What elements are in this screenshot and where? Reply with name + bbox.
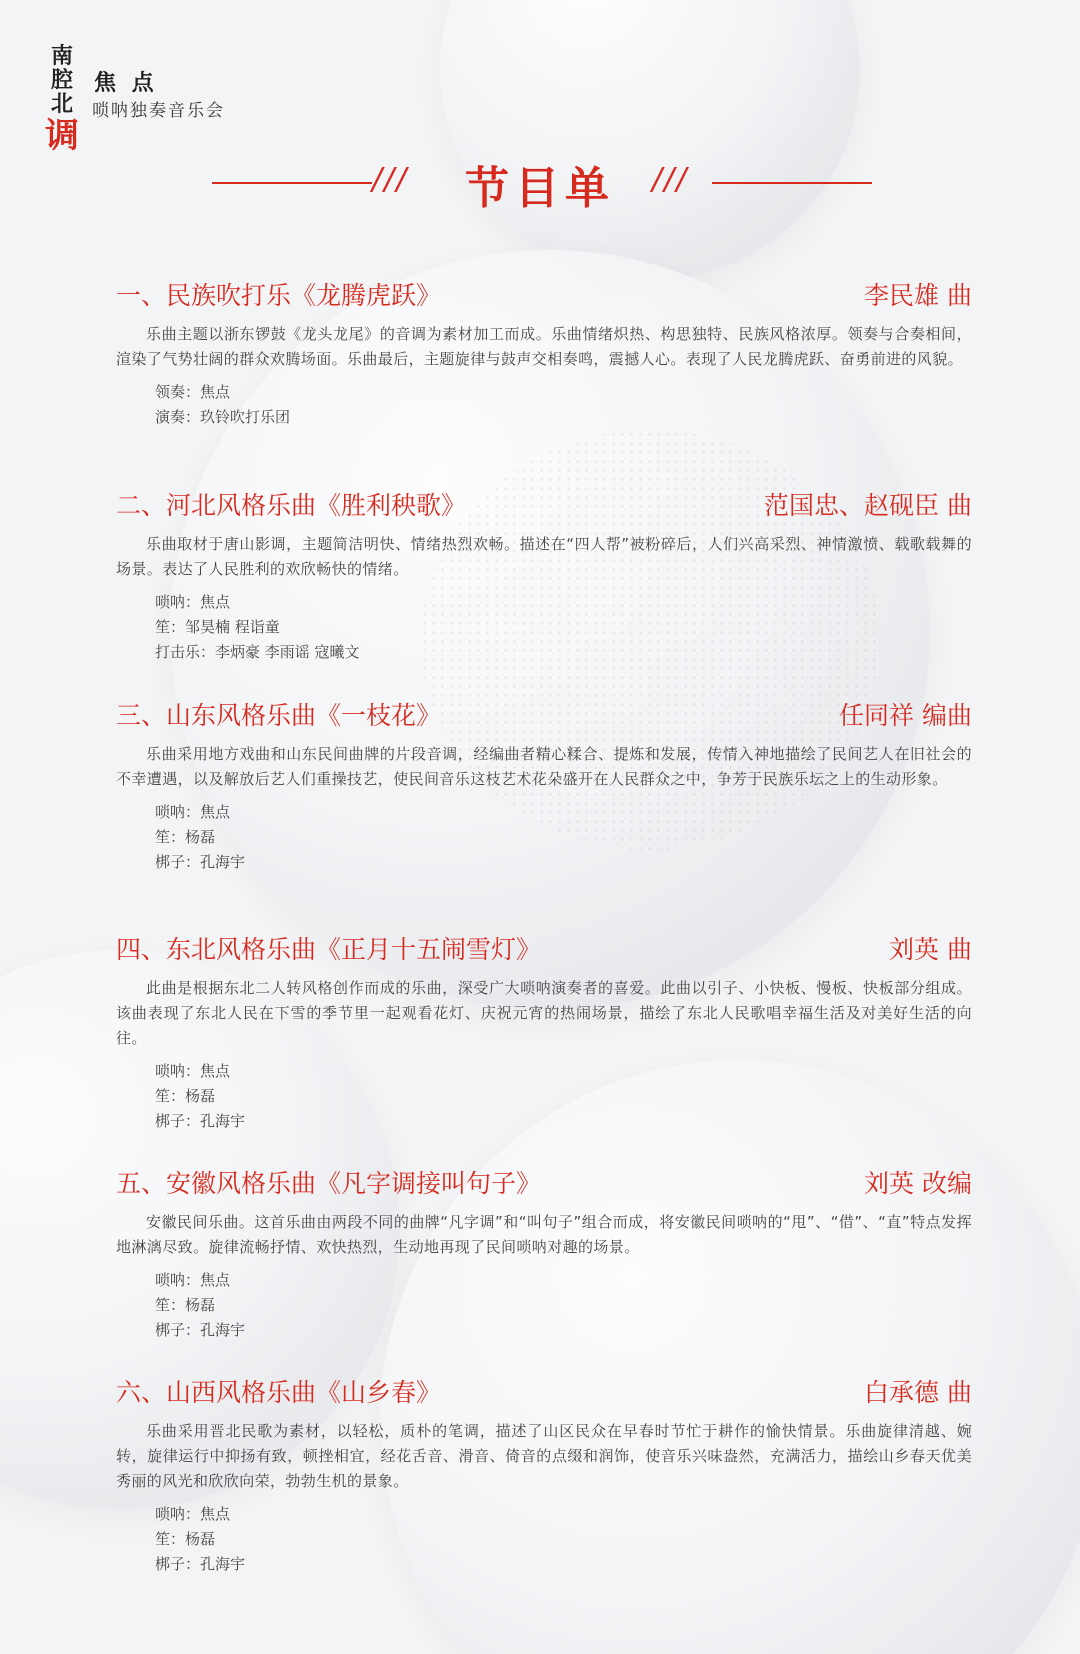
performer-line: 笙：杨磊 xyxy=(155,1087,216,1105)
program-title: 六、山西风格乐曲《山乡春》 xyxy=(116,1378,442,1407)
program-description: 乐曲采用晋北民歌为素材，以轻松，质朴的笔调，描述了山区民众在早春时节忙于耕作的愉快情景。乐曲旋律清越、婉转，旋律运行中抑扬有致，顿挫相宜，经花舌音、滑音、倚音的点缀和润饰，使音乐兴味盎然，充满活力，描绘山乡春天优美秀丽的风光和欣欣向荣，勃勃生机的景象。 xyxy=(116,1422,972,1490)
program-description: 此曲是根据东北二人转风格创作而成的乐曲，深受广大唢呐演奏者的喜爱。此曲以引子、小快板、慢板、快板部分组成。该曲表现了东北人民在下雪的季节里一起观看花灯、庆祝元宵的热闹场景，描绘了东北人民歌唱幸福生活及对美好生活的向往。 xyxy=(116,979,972,1047)
performer-line: 演奏：玖铃吹打乐团 xyxy=(155,408,291,426)
program-item xyxy=(116,696,972,875)
performer-line: 唢呐：焦点 xyxy=(155,593,231,611)
performer-line: 笙：杨磊 xyxy=(155,828,216,846)
program-performers xyxy=(116,590,972,665)
page-title: 节目单 xyxy=(465,163,615,214)
logo-char: 腔 xyxy=(50,67,73,93)
performer-line: 笙：杨磊 xyxy=(155,1296,216,1314)
performer-line: 梆子：孔海宇 xyxy=(155,853,246,871)
program-performers xyxy=(116,1502,972,1577)
program-composer: 任同祥 编曲 xyxy=(839,701,972,730)
program-performers xyxy=(116,1268,972,1343)
performer-line: 梆子：孔海宇 xyxy=(155,1321,246,1339)
program-description: 安徽民间乐曲。这首乐曲由两段不同的曲牌“凡字调”和“叫句子”组合而成，将安徽民间唢呐的“甩”、“借”、“直”特点发挥地淋漓尽致。旋律流畅抒情、欢快热烈，生动地再现了民间唢呐对趣的场景。 xyxy=(116,1213,972,1256)
logo-char: 南 xyxy=(50,43,73,69)
performer-line: 唢呐：焦点 xyxy=(155,1062,231,1080)
program-item xyxy=(116,486,972,665)
performer-line: 打击乐：李炳豪 李雨谣 寇曦文 xyxy=(155,643,360,661)
program-composer: 刘英 曲 xyxy=(889,935,972,964)
program-title: 二、河北风格乐曲《胜利秧歌》 xyxy=(116,491,467,520)
program-description: 乐曲采用地方戏曲和山东民间曲牌的片段音调，经编曲者精心糅合、提炼和发展，传情入神地描绘了民间艺人在旧社会的不幸遭遇，以及解放后艺人们重操技艺，使民间音乐这枝艺术花朵盛开在人民群众之中，争芳于民族乐坛之上的生动形象。 xyxy=(116,745,972,788)
program-performers xyxy=(116,800,972,875)
program-title: 四、东北风格乐曲《正月十五闹雪灯》 xyxy=(116,935,542,964)
performer-line: 唢呐：焦点 xyxy=(155,803,231,821)
performer-line: 梆子：孔海宇 xyxy=(155,1112,246,1130)
performer-line: 领奏：焦点 xyxy=(155,383,231,401)
performer-line: 笙：杨磊 xyxy=(155,1530,216,1548)
performer-line: 梆子：孔海宇 xyxy=(155,1555,246,1573)
performer-line: 唢呐：焦点 xyxy=(155,1505,231,1523)
logo-performer-name: 焦 点 xyxy=(94,70,158,96)
program-description: 乐曲主题以浙东锣鼓《龙头龙尾》的音调为素材加工而成。乐曲情绪炽热、构思独特、民族风格浓厚。领奏与合奏相间，渲染了气势壮阔的群众欢腾场面。乐曲最后，主题旋律与鼓声交相奏鸣，震撼人心。表现了人民龙腾虎跃、奋勇前进的风貌。 xyxy=(116,325,972,368)
logo-char: 调 xyxy=(45,116,79,156)
program-item xyxy=(116,1373,972,1577)
logo-subtitle: 唢呐独奏音乐会 xyxy=(92,101,225,121)
program-item xyxy=(116,276,972,430)
program-composer: 白承德 曲 xyxy=(864,1378,972,1407)
performer-line: 笙：邹昊楠 程诣童 xyxy=(155,618,280,636)
title-slashes-right: /// xyxy=(652,162,689,197)
program-item-header xyxy=(116,696,972,736)
program-title: 五、安徽风格乐曲《凡字调接叫句子》 xyxy=(116,1169,542,1198)
program-item-header xyxy=(116,486,972,526)
program-composer: 范国忠、赵砚臣 曲 xyxy=(764,491,972,520)
program-item xyxy=(116,930,972,1134)
program-description: 乐曲取材于唐山影调，主题简洁明快、情绪热烈欢畅。描述在“四人帮”被粉碎后，人们兴高采烈、神情激愤、载歌载舞的场景。表达了人民胜利的欢欣畅快的情绪。 xyxy=(116,535,972,578)
program-title: 三、山东风格乐曲《一枝花》 xyxy=(116,701,442,730)
program-composer: 刘英 改编 xyxy=(864,1169,972,1198)
program-item-header xyxy=(116,1164,972,1204)
program-composer: 李民雄 曲 xyxy=(864,281,972,310)
program-item-header xyxy=(116,276,972,316)
logo-char: 北 xyxy=(50,91,73,117)
program-performers xyxy=(116,380,972,430)
title-slashes-left: /// xyxy=(372,162,409,197)
performer-line: 唢呐：焦点 xyxy=(155,1271,231,1289)
program-item-header xyxy=(116,1373,972,1413)
program-performers xyxy=(116,1059,972,1134)
program-title: 一、民族吹打乐《龙腾虎跃》 xyxy=(116,281,442,310)
program-item xyxy=(116,1164,972,1343)
program-item-header xyxy=(116,930,972,970)
